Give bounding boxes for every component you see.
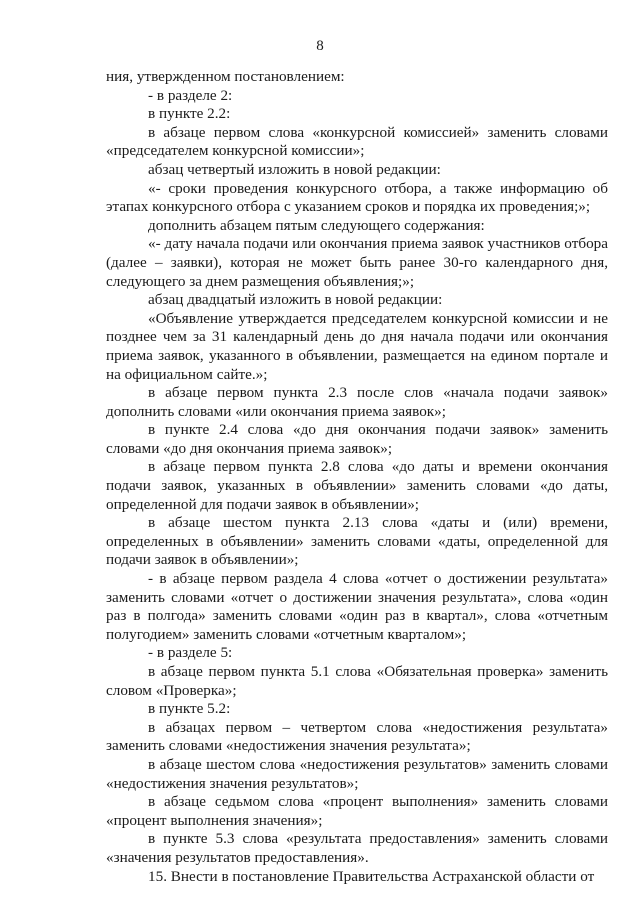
paragraph: «Объявление утверждается председателем конкурсной комиссии и не позднее чем за 31 календарный день до дня начала подачи или окончания приема заявок, указанного в объявлении, размещается на едином портале и на официальном сайте.»; bbox=[106, 309, 608, 383]
paragraph: абзац двадцатый изложить в новой редакции: bbox=[148, 291, 443, 309]
paragraph: «- сроки проведения конкурсного отбора, а также информацию об этапах конкурсного отбора с указанием сроков и порядка их проведения;»; bbox=[106, 179, 608, 216]
paragraph: в абзаце шестом пункта 2.13 слова «даты и (или) времени, определенных в объявлении» заменить словами «даты, определенной для подачи заявок в объявлении»; bbox=[106, 514, 608, 569]
paragraph: в абзаце первом пункта 2.3 после слов «начала подачи заявок» дополнить словами «или окончания приема заявок»; bbox=[106, 384, 608, 420]
paragraph: - в абзаце первом раздела 4 слова «отчет о достижении результата» заменить словами «отчет о достижении значения результата», слова «один раз в полгода» заменить словами «один раз в квартал», слова «отчетным полугодием» заменить словами «отчетным кварталом»; bbox=[106, 570, 608, 643]
paragraph: в абзаце седьмом слова «процент выполнения» заменить словами «процент выполнения значения»; bbox=[106, 793, 608, 829]
page-number: 8 bbox=[316, 38, 324, 54]
paragraph: в абзаце шестом слова «недостижения результатов» заменить словами «недостижения значения результатов»; bbox=[106, 755, 608, 792]
paragraph: абзац четвертый изложить в новой редакции: bbox=[148, 160, 441, 178]
paragraph: в абзацах первом – четвертом слова «недостижения результата» заменить словами «недостижения значения результата»; bbox=[106, 718, 608, 755]
paragraph: в абзаце первом пункта 5.1 слова «Обязательная проверка» заменить словом «Проверка»; bbox=[106, 663, 608, 699]
paragraph: в пункте 5.2: bbox=[148, 700, 231, 718]
paragraph: дополнить абзацем пятым следующего содержания: bbox=[148, 216, 485, 234]
paragraph: в пункте 5.3 слова «результата предоставления» заменить словами «значения результатов предоставления». bbox=[106, 830, 608, 866]
paragraph: в абзаце первом пункта 2.8 слова «до даты и времени окончания подачи заявок, указанных в объявлении» заменить словами «до даты, определенной для подачи заявок в объявлении»; bbox=[106, 458, 608, 513]
paragraph: ния, утвержденном постановлением: bbox=[106, 68, 345, 85]
paragraph: - в разделе 5: bbox=[148, 644, 233, 662]
paragraph: «- дату начала подачи или окончания приема заявок участников отбора (далее – заявки), которая не может быть ранее 30-го календарного дня, следующего за днем размещения объявления;»; bbox=[106, 235, 608, 290]
paragraph: в пункте 2.4 слова «до дня окончания подачи заявок» заменить словами «до дня окончания приема заявок»; bbox=[106, 421, 608, 457]
document-body bbox=[106, 68, 608, 886]
paragraph: 15. Внести в постановление Правительства Астраханской области от bbox=[148, 867, 595, 885]
paragraph: - в разделе 2: bbox=[148, 86, 233, 104]
paragraph: в абзаце первом слова «конкурсной комиссией» заменить словами «председателем конкурсной комиссии»; bbox=[106, 123, 608, 160]
paragraph: в пункте 2.2: bbox=[148, 105, 231, 123]
